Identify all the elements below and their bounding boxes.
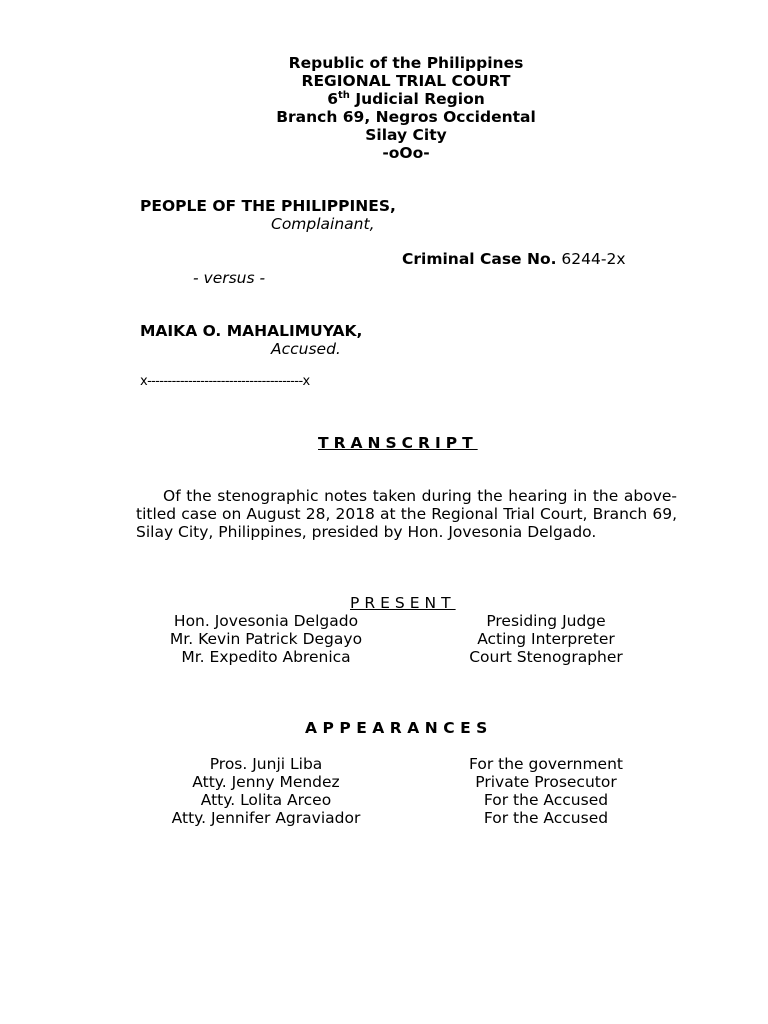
republic-line: Republic of the Philippines: [288, 54, 524, 72]
present-names: [140, 612, 392, 666]
present-role: Presiding Judge: [486, 612, 606, 630]
appearance-role: For the government: [468, 755, 623, 773]
case-number-line: [402, 250, 626, 268]
court-name: REGIONAL TRIAL COURT: [301, 72, 511, 90]
present-role: Court Stenographer: [469, 648, 623, 666]
accused-name: MAIKA O. MAHALIMUYAK,: [140, 322, 363, 340]
present-role: Acting Interpreter: [477, 630, 615, 648]
appearance-names: [140, 755, 392, 827]
present-heading: PRESENT: [350, 594, 456, 612]
appearance-roles: [436, 755, 656, 827]
ornament-line: -oOo-: [382, 144, 430, 162]
appearance-role: Private Prosecutor: [475, 773, 617, 791]
appearance-role: For the Accused: [483, 809, 609, 827]
complainant-role: Complainant,: [271, 215, 375, 233]
appearances-heading: APPEARANCES: [305, 719, 493, 737]
caption-divider: x--------------------------------------x: [140, 374, 310, 389]
appearance-name: Pros. Junji Liba: [209, 755, 323, 773]
judicial-region: 6th Judicial Region: [327, 90, 485, 108]
appearance-name: Atty. Lolita Arceo: [200, 791, 332, 809]
accused-role: Accused.: [271, 340, 341, 358]
case-number: 6244-2x: [561, 250, 626, 268]
present-name: Hon. Jovesonia Delgado: [173, 612, 359, 630]
appearance-role: For the Accused: [483, 791, 609, 809]
city-line: Silay City: [365, 126, 447, 144]
court-header: [0, 54, 768, 162]
versus-text: - versus -: [193, 269, 266, 287]
present-name: Mr. Expedito Abrenica: [181, 648, 351, 666]
present-name: Mr. Kevin Patrick Degayo: [169, 630, 363, 648]
appearance-name: Atty. Jennifer Agraviador: [171, 809, 361, 827]
transcript-heading: TRANSCRIPT: [318, 434, 478, 452]
present-roles: [436, 612, 656, 666]
transcript-paragraph: Of the stenographic notes taken during the hearing in the above-titled case on August 28, 2018 at the Regional Trial Court, Branch 69, Silay City, Philippines, presided by Hon. Jovesonia Delgado.: [136, 487, 677, 541]
appearance-name: Atty. Jenny Mendez: [192, 773, 340, 791]
case-label: Criminal Case No.: [402, 250, 557, 268]
complainant-name: PEOPLE OF THE PHILIPPINES,: [140, 197, 396, 215]
branch-line: Branch 69, Negros Occidental: [276, 108, 536, 126]
